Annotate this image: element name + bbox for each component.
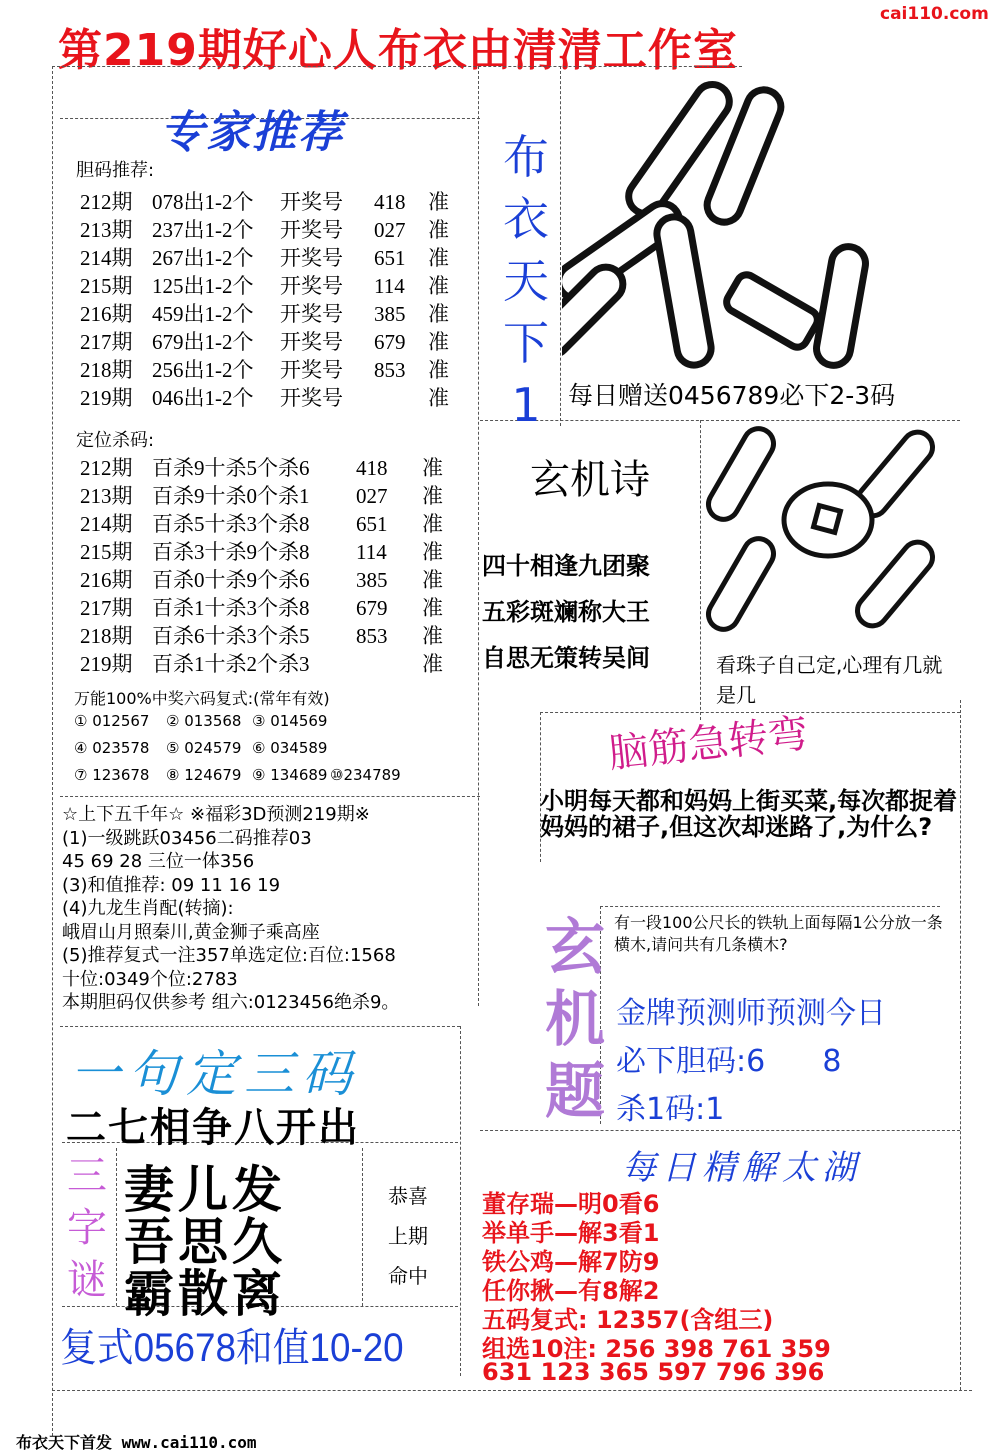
row-recommend: 百杀6十杀3个杀5	[152, 624, 310, 648]
kill-row	[80, 480, 443, 510]
row-label: 开奖号	[280, 386, 343, 410]
row-result: 准	[422, 652, 443, 676]
prediction-line: 峨眉山月照秦川,黄金狮子乘高座	[62, 921, 320, 943]
row-result: 准	[428, 274, 449, 298]
divider	[52, 66, 742, 67]
divider	[52, 66, 53, 1436]
row-period: 218期	[80, 624, 133, 648]
row-recommend: 046出1-2个	[152, 386, 254, 410]
combo-item: ⑧ 124679	[166, 766, 242, 784]
taihu-line: 631 123 365 597 796 396	[482, 1358, 825, 1386]
divider	[478, 66, 479, 1006]
vertical-char: 下	[503, 316, 549, 370]
combo-item: ⑦ 123678	[74, 766, 150, 784]
prediction-line: ☆上下五千年☆ ※福彩3D预测219期※	[62, 804, 370, 825]
combo-item: ① 012567	[74, 712, 150, 730]
congrats-line: 命中	[388, 1264, 428, 1288]
footer-text: 布衣天下首发 www.cai110.com	[16, 1433, 257, 1452]
dan-row	[80, 298, 449, 328]
divider	[60, 1026, 460, 1027]
row-draw: 385	[356, 568, 388, 592]
row-draw: 679	[374, 330, 406, 354]
seven-segment-illustration	[562, 76, 962, 376]
poem-title: 玄机诗	[530, 457, 650, 503]
row-period: 215期	[80, 274, 133, 298]
vertical-char: 字	[67, 1205, 107, 1251]
row-draw: 114	[356, 540, 387, 564]
row-draw: 027	[356, 484, 388, 508]
riddle-text: 小明每天都和妈妈上街买菜,每次都捉着妈妈的裙子,但这次却迷路了,为什么?	[540, 787, 958, 841]
row-result: 准	[428, 358, 449, 382]
row-draw: 418	[374, 190, 406, 214]
row-recommend: 267出1-2个	[152, 246, 254, 270]
dan-row	[80, 270, 449, 300]
row-recommend: 百杀1十杀2个杀3	[152, 652, 310, 676]
row-result: 准	[422, 456, 443, 480]
row-draw: 651	[356, 512, 388, 536]
row-result: 准	[428, 330, 449, 354]
divider	[52, 1390, 972, 1391]
row-label: 开奖号	[280, 330, 343, 354]
gold-line: 金牌预测师预测今日	[616, 996, 886, 1031]
poem-line: 五彩斑斓称大王	[482, 598, 650, 626]
row-result: 准	[422, 624, 443, 648]
row-result: 准	[422, 512, 443, 536]
combo-item: ③ 014569	[252, 712, 328, 730]
combo-item: ⑤ 024579	[166, 739, 242, 757]
row-label: 开奖号	[280, 190, 343, 214]
coin-hole	[814, 506, 841, 533]
compound-sum: 复式05678和值10-20	[60, 1326, 404, 1370]
segment-pill	[814, 244, 868, 368]
prediction-line: 本期胆码仅供参考 组六:0123456绝杀9。	[62, 992, 400, 1013]
row-period: 217期	[80, 330, 133, 354]
gold-line: 必下胆码:6 8	[616, 1044, 842, 1079]
prediction-line: 十位:0349个位:2783	[62, 968, 238, 990]
row-period: 212期	[80, 456, 133, 480]
expert-title: 专家推荐	[160, 107, 344, 158]
divider	[480, 1130, 960, 1131]
vertical-char: 题	[545, 1057, 605, 1127]
row-recommend: 百杀1十杀3个杀8	[152, 596, 310, 620]
row-period: 219期	[80, 652, 133, 676]
riddle-word: 妻儿发	[124, 1160, 286, 1219]
daily-gift: 每日赠送0456789必下2-3码	[568, 381, 896, 410]
row-result: 准	[422, 596, 443, 620]
row-recommend: 百杀0十杀9个杀6	[152, 568, 310, 592]
row-period: 219期	[80, 386, 133, 410]
page-title: 第219期好心人布衣由清清工作室	[58, 25, 738, 76]
row-draw: 114	[374, 274, 405, 298]
row-draw: 679	[356, 596, 388, 620]
row-result: 准	[428, 246, 449, 270]
buyi-vertical-title	[496, 126, 556, 436]
prediction-line: 45 69 28 三位一体356	[62, 851, 255, 872]
dan-row	[80, 382, 449, 412]
row-result: 准	[428, 218, 449, 242]
dan-label: 胆码推荐:	[76, 160, 155, 181]
kill-label: 定位杀码:	[76, 430, 155, 451]
sentence-text: 二七相争八开出	[66, 1105, 360, 1151]
combo-item: ⑩234789	[330, 766, 401, 784]
congrats-line: 上期	[388, 1224, 428, 1248]
row-period: 216期	[80, 568, 133, 592]
row-label: 开奖号	[280, 218, 343, 242]
kill-row	[80, 620, 443, 650]
prediction-line: (1)一级跳跃03456二码推荐03	[62, 827, 312, 849]
vertical-char: 衣	[503, 192, 549, 246]
row-period: 212期	[80, 190, 133, 214]
divider	[460, 1026, 461, 1376]
site-name[interactable]: cai110.com	[880, 4, 989, 24]
row-result: 准	[428, 386, 449, 410]
kill-row	[80, 592, 443, 622]
riddle-title: 脑筋急转弯	[606, 710, 811, 778]
rail-question: 有一段100公尺长的铁轨上面每隔1公分放一条横木,请问共有几条横木?	[614, 913, 943, 954]
row-period: 214期	[80, 246, 133, 270]
row-recommend: 百杀9十杀5个杀6	[152, 456, 310, 480]
dan-row	[80, 242, 449, 272]
vertical-char: 玄	[545, 913, 605, 983]
row-period: 214期	[80, 512, 133, 536]
segment-pill	[654, 214, 714, 368]
kill-row	[80, 536, 443, 566]
row-recommend: 百杀9十杀0个杀1	[152, 484, 310, 508]
row-period: 217期	[80, 596, 133, 620]
prediction-line: (5)推荐复式一注357单选定位:百位:1568	[62, 945, 396, 966]
taihu-title: 每日精解太湖	[622, 1148, 862, 1188]
taihu-line: 组选10注: 256 398 761 359	[482, 1335, 831, 1363]
row-draw: 853	[356, 624, 388, 648]
row-period: 213期	[80, 218, 133, 242]
taihu-line: 铁公鸡—解7防9	[482, 1248, 660, 1276]
row-period: 216期	[80, 302, 133, 326]
kill-row	[80, 648, 443, 678]
divider	[600, 906, 940, 907]
row-result: 准	[428, 302, 449, 326]
bead-pill	[704, 424, 779, 525]
gold-line: 杀1码:1	[616, 1092, 725, 1127]
vertical-char: 1	[511, 378, 541, 432]
dan-row	[80, 214, 449, 244]
divider	[116, 1148, 117, 1306]
row-result: 准	[422, 568, 443, 592]
row-result: 准	[422, 540, 443, 564]
divider	[700, 420, 701, 720]
vertical-char: 布	[503, 130, 549, 184]
combo-item: ⑥ 034589	[252, 739, 328, 757]
vertical-char: 三	[67, 1153, 107, 1199]
divider	[960, 700, 961, 1390]
row-label: 开奖号	[280, 246, 343, 270]
kill-row	[80, 564, 443, 594]
row-recommend: 百杀5十杀3个杀8	[152, 512, 310, 536]
taihu-line: 举单手—解3看1	[482, 1219, 660, 1247]
dan-row	[80, 186, 449, 216]
poem-line: 四十相逢九团聚	[482, 552, 650, 580]
row-draw: 418	[356, 456, 388, 480]
row-recommend: 078出1-2个	[152, 190, 254, 214]
bead-note: 看珠子自己定,心理有几就是几	[716, 653, 943, 707]
bead-pill	[851, 536, 938, 632]
row-recommend: 237出1-2个	[152, 218, 254, 242]
row-period: 218期	[80, 358, 133, 382]
divider	[560, 66, 561, 426]
dan-row	[80, 354, 449, 384]
sentence-title: 一句定三码	[70, 1045, 360, 1103]
divider	[60, 796, 480, 797]
prediction-line: (4)九龙生肖配(转摘):	[62, 898, 234, 919]
congrats-line: 恭喜	[388, 1184, 428, 1208]
row-label: 开奖号	[280, 274, 343, 298]
taihu-line: 董存瑞—明0看6	[482, 1190, 660, 1218]
beads-illustration	[704, 424, 960, 646]
vertical-char: 天	[503, 254, 549, 308]
kill-row	[80, 508, 443, 538]
combo-item: ② 013568	[166, 712, 242, 730]
vertical-char: 机	[545, 985, 605, 1055]
row-recommend: 679出1-2个	[152, 330, 254, 354]
row-recommend: 125出1-2个	[152, 274, 254, 298]
prediction-line: (3)和值推荐: 09 11 16 19	[62, 874, 281, 896]
sanzi-title	[64, 1150, 110, 1306]
combo-item: ④ 023578	[74, 739, 150, 757]
dan-row	[80, 326, 449, 356]
row-recommend: 百杀3十杀9个杀8	[152, 540, 310, 564]
row-result: 准	[422, 484, 443, 508]
row-label: 开奖号	[280, 358, 343, 382]
riddle-word: 吾思久	[124, 1212, 286, 1271]
divider	[362, 1148, 363, 1306]
riddle-word: 霸散离	[124, 1264, 286, 1323]
segment-pill	[723, 271, 821, 351]
combo-item: ⑨ 134689	[252, 766, 328, 784]
taihu-line: 五码复式: 12357(含组三)	[482, 1306, 774, 1334]
kill-row	[80, 452, 443, 482]
row-recommend: 459出1-2个	[152, 302, 254, 326]
combo-label: 万能100%中奖六码复式:(常年有效)	[74, 689, 330, 708]
congrats-note	[382, 1176, 434, 1296]
poem-line: 自思无策转吴间	[482, 644, 650, 672]
vertical-char: 谜	[67, 1257, 107, 1303]
row-draw: 651	[374, 246, 406, 270]
row-result: 准	[428, 190, 449, 214]
row-recommend: 256出1-2个	[152, 358, 254, 382]
row-draw: 385	[374, 302, 406, 326]
bead-pill	[704, 533, 779, 635]
taihu-line: 任你揪—有8解2	[482, 1277, 660, 1305]
row-period: 213期	[80, 484, 133, 508]
row-draw: 853	[374, 358, 406, 382]
mystery-vertical-title	[540, 912, 610, 1128]
row-period: 215期	[80, 540, 133, 564]
row-draw: 027	[374, 218, 406, 242]
row-label: 开奖号	[280, 302, 343, 326]
